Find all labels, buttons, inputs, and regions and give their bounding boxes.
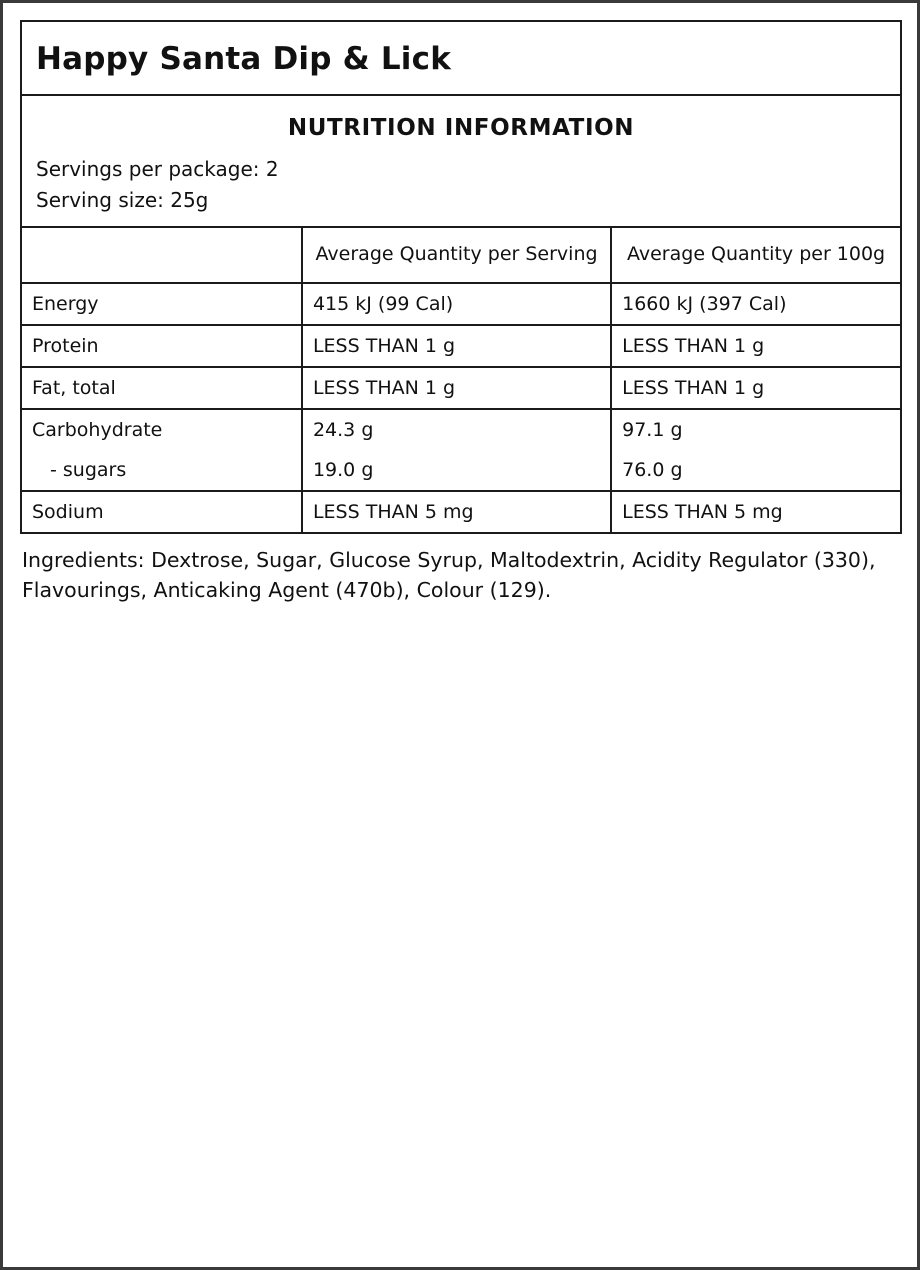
table-row <box>22 409 900 492</box>
row-value-carbohydrate-serving-main: 24.3 g <box>312 418 374 441</box>
table-row <box>22 491 900 532</box>
row-value-sodium-100g: LESS THAN 5 mg <box>611 491 900 532</box>
nutrition-table <box>22 226 900 532</box>
row-label-protein: Protein <box>22 325 302 367</box>
page-title: Happy Santa Dip & Lick <box>36 41 452 77</box>
row-value-energy-serving: 415 kJ (99 Cal) <box>302 283 611 325</box>
row-label-sugars: - sugars <box>50 458 127 481</box>
ingredients-wrapper <box>20 534 904 605</box>
column-header-blank <box>22 227 302 283</box>
column-header-per-serving: Average Quantity per Serving <box>302 227 611 283</box>
serving-size: Serving size: 25g <box>36 188 209 213</box>
row-value-protein-serving: LESS THAN 1 g <box>302 325 611 367</box>
row-label-carbohydrate-main: Carbohydrate <box>32 418 163 441</box>
row-label-fat-total: Fat, total <box>22 367 302 409</box>
table-row <box>22 367 900 409</box>
ingredients-text: Ingredients: Dextrose, Sugar, Glucose Syrup, Maltodextrin, Acidity Regulator (330), Flavourings, Anticaking Agent (470b), Colour (129). <box>22 548 876 602</box>
row-value-sodium-serving: LESS THAN 5 mg <box>302 491 611 532</box>
row-label-energy: Energy <box>22 283 302 325</box>
table-header-row <box>22 227 900 283</box>
row-value-sugars-100g: 76.0 g <box>622 458 683 481</box>
nutrition-information-heading: NUTRITION INFORMATION <box>287 115 635 142</box>
row-label-carbohydrate <box>22 409 302 492</box>
servings-per-package: Servings per package: 2 <box>36 157 279 182</box>
row-value-protein-100g: LESS THAN 1 g <box>611 325 900 367</box>
row-value-carbohydrate-100g-main: 97.1 g <box>622 418 683 441</box>
row-value-sugars-serving: 19.0 g <box>312 458 374 481</box>
row-value-fat-100g: LESS THAN 1 g <box>611 367 900 409</box>
row-value-fat-serving: LESS THAN 1 g <box>302 367 611 409</box>
table-row <box>22 325 900 367</box>
table-row <box>22 283 900 325</box>
row-value-carbohydrate-100g <box>611 409 900 492</box>
row-label-sodium: Sodium <box>22 491 302 532</box>
product-title-band <box>22 22 900 96</box>
column-header-per-100g: Average Quantity per 100g <box>611 227 900 283</box>
row-value-energy-100g: 1660 kJ (397 Cal) <box>611 283 900 325</box>
row-value-carbohydrate-serving <box>302 409 611 492</box>
servings-info <box>22 154 900 226</box>
nutrition-label-panel <box>20 20 902 534</box>
